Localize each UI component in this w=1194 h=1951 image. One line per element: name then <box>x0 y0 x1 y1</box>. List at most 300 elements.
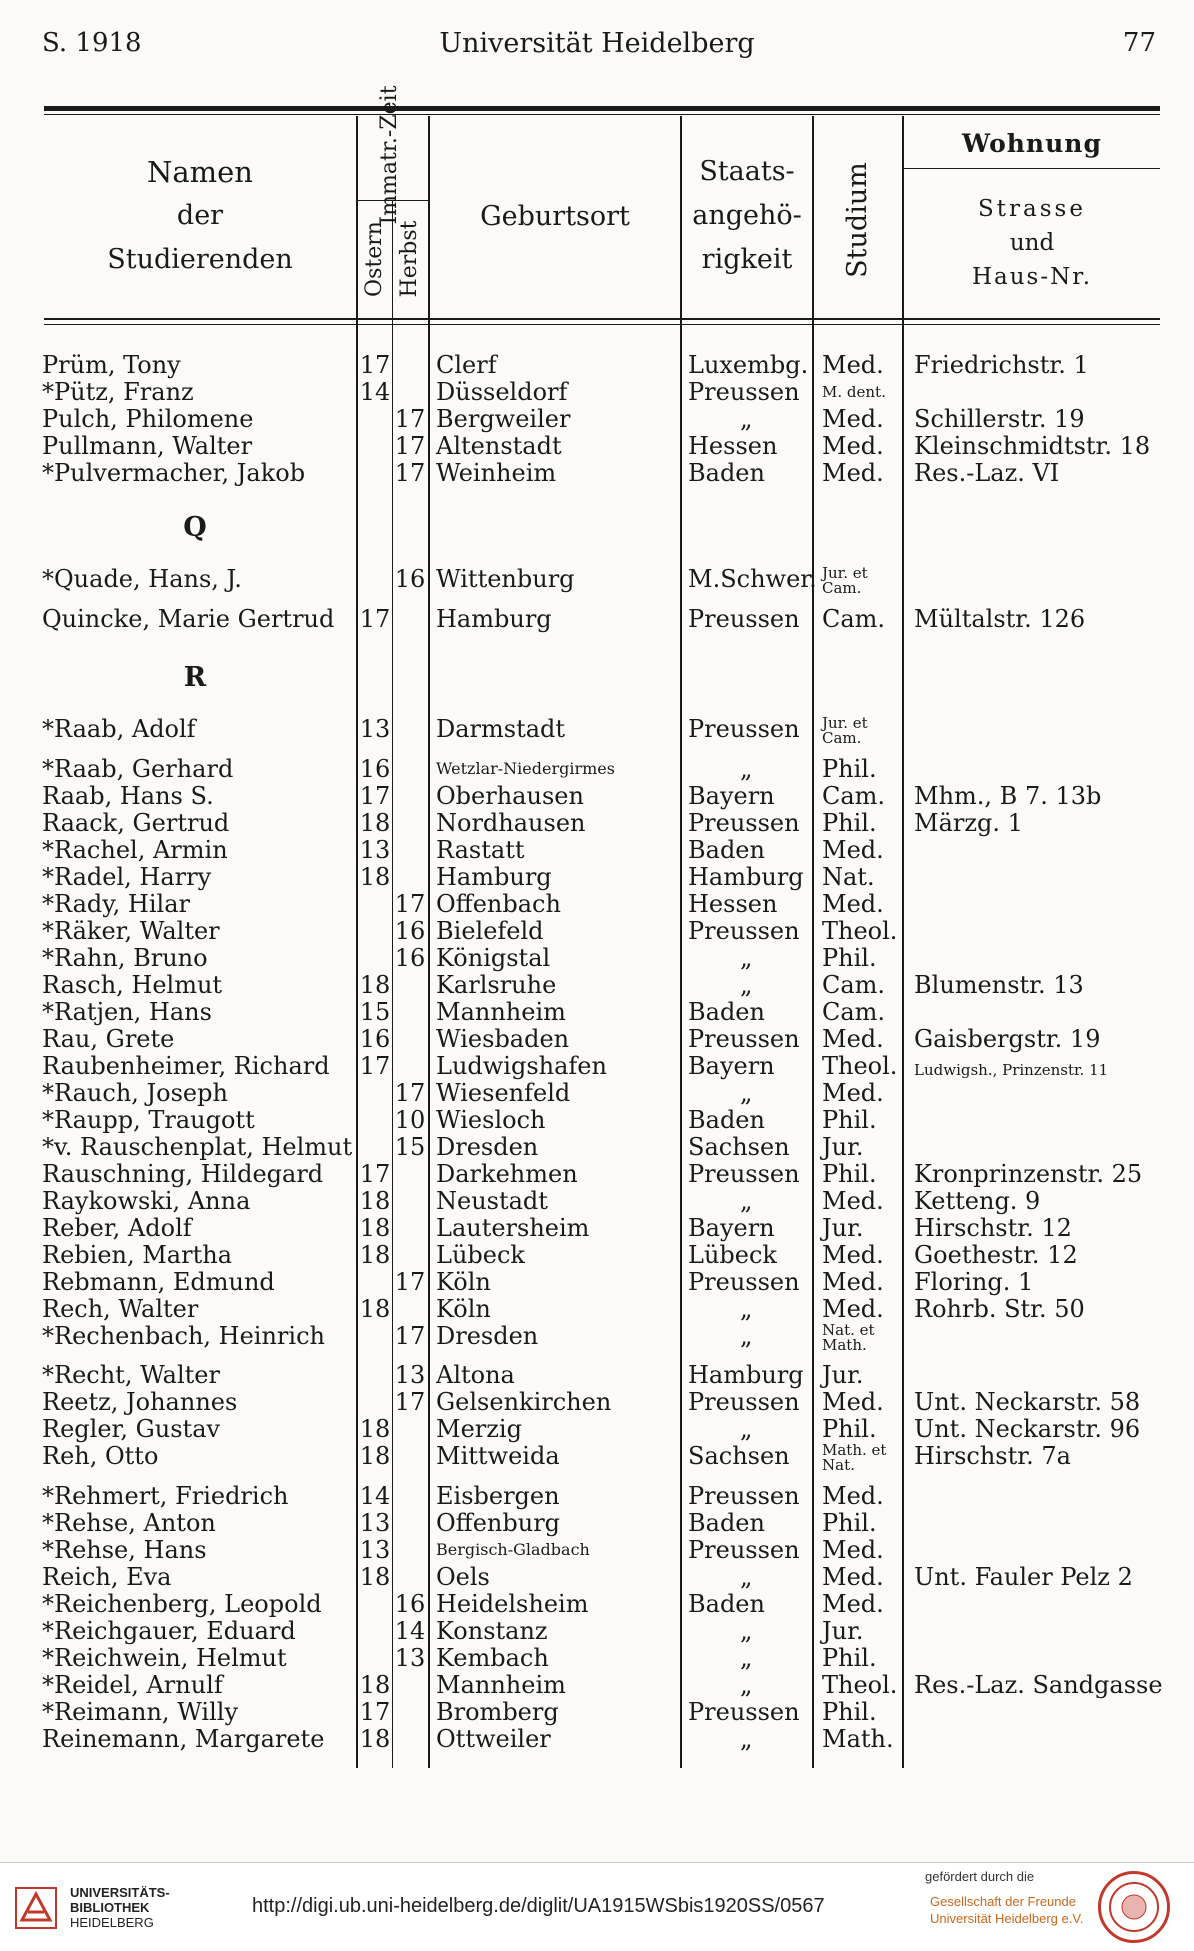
birthplace: Clerf <box>436 351 497 379</box>
immatr-ostern: 17 <box>359 1160 391 1188</box>
table-row <box>0 1618 1194 1644</box>
birthplace: Offenburg <box>436 1509 561 1537</box>
immatr-herbst: 17 <box>394 459 426 487</box>
table-row <box>0 1537 1194 1563</box>
field-of-study: Jur. et Cam. <box>822 564 868 597</box>
residence-address: Schillerstr. 19 <box>914 405 1085 433</box>
table-row <box>0 810 1194 836</box>
immatr-ostern: 14 <box>359 1482 391 1510</box>
birthplace: Lübeck <box>436 1241 525 1269</box>
field-of-study: Theol. <box>822 1052 898 1080</box>
residence-address: Floring. 1 <box>914 1268 1034 1296</box>
birthplace: Wetzlar-Niedergirmes <box>436 759 615 778</box>
col-header-name: Namen der Studierenden <box>107 155 293 275</box>
field-of-study: Jur. <box>822 1214 864 1242</box>
immatr-ostern: 17 <box>359 1052 391 1080</box>
student-name: *Reichgauer, Eduard <box>42 1617 296 1645</box>
field-of-study: Med. <box>822 836 884 864</box>
residence-address: Märzg. 1 <box>914 809 1023 837</box>
nationality: Preussen <box>688 1698 800 1726</box>
col-header-immatr: Immatr.-Zeit <box>377 85 402 225</box>
immatr-ostern: 18 <box>359 1295 391 1323</box>
table-row <box>0 1389 1194 1415</box>
field-of-study: Phil. <box>822 1160 877 1188</box>
student-name: *Rachel, Armin <box>42 836 228 864</box>
birthplace: Düsseldorf <box>436 378 568 406</box>
student-name: Reinemann, Margarete <box>42 1725 325 1753</box>
birthplace: Merzig <box>436 1415 522 1443</box>
field-of-study: Math. <box>822 1725 894 1753</box>
student-name: Reetz, Johannes <box>42 1388 238 1416</box>
field-of-study: Nat. et Math. <box>822 1321 875 1354</box>
table-row <box>0 1269 1194 1295</box>
field-of-study: Med. <box>822 1536 884 1564</box>
immatr-herbst: 17 <box>394 405 426 433</box>
field-of-study: Jur. <box>822 1617 864 1645</box>
immatr-herbst: 15 <box>394 1133 426 1161</box>
birthplace: Nordhausen <box>436 809 586 837</box>
birthplace: Gelsenkirchen <box>436 1388 612 1416</box>
footer-bar <box>0 1862 1194 1951</box>
birthplace: Eisbergen <box>436 1482 560 1510</box>
immatr-herbst: 16 <box>394 944 426 972</box>
immatr-ostern: 16 <box>359 755 391 783</box>
residence-address: Gaisbergstr. 19 <box>914 1025 1101 1053</box>
table-row <box>0 1510 1194 1536</box>
field-of-study: Jur. et Cam. <box>822 714 868 747</box>
nationality: Luxembg. <box>688 351 809 379</box>
nationality: Baden <box>688 1509 765 1537</box>
field-of-study: Math. et Nat. <box>822 1441 887 1474</box>
field-of-study: Phil. <box>822 809 877 837</box>
field-of-study: Jur. <box>822 1133 864 1161</box>
immatr-ostern: 14 <box>359 378 391 406</box>
field-of-study: Med. <box>822 890 884 918</box>
table-row <box>0 1672 1194 1698</box>
funded-by-label: gefördert durch die <box>925 1869 1035 1884</box>
table-row <box>0 1215 1194 1241</box>
nationality: „ <box>740 1563 753 1591</box>
field-of-study: Theol. <box>822 1671 898 1699</box>
semester-label: S. 1918 <box>42 28 142 58</box>
student-name: Reber, Adolf <box>42 1214 192 1242</box>
student-name: *Rady, Hilar <box>42 890 190 918</box>
table-row <box>0 1416 1194 1442</box>
nationality: „ <box>740 755 753 783</box>
birthplace: Oels <box>436 1563 490 1591</box>
residence-address: Hirschstr. 7a <box>914 1442 1071 1470</box>
table-row <box>0 837 1194 863</box>
nationality: Bayern <box>688 1052 775 1080</box>
society-name: Gesellschaft der Freunde Universität Heidelberg e.V. <box>930 1894 1084 1926</box>
immatr-herbst: 17 <box>394 890 426 918</box>
col-header-study: Studium <box>842 162 873 278</box>
student-name: *Quade, Hans, J. <box>42 565 242 593</box>
field-of-study: Med. <box>822 1241 884 1269</box>
nationality: Baden <box>688 1106 765 1134</box>
immatr-ostern: 17 <box>359 1698 391 1726</box>
immatr-ostern: 18 <box>359 1563 391 1591</box>
field-of-study: Med. <box>822 1268 884 1296</box>
field-of-study: Cam. <box>822 971 886 999</box>
immatr-ostern: 18 <box>359 1415 391 1443</box>
immatr-ostern: 18 <box>359 1442 391 1470</box>
student-name: Rasch, Helmut <box>42 971 223 999</box>
library-name-line: HEIDELBERG <box>70 1915 154 1930</box>
residence-address: Blumenstr. 13 <box>914 971 1084 999</box>
immatr-ostern: 18 <box>359 1187 391 1215</box>
nationality: Preussen <box>688 917 800 945</box>
table-row <box>0 864 1194 890</box>
birthplace: Dresden <box>436 1133 539 1161</box>
col-header-herbst: Herbst <box>397 220 422 298</box>
immatr-herbst: 17 <box>394 1388 426 1416</box>
student-name: Rech, Walter <box>42 1295 199 1323</box>
nationality: Baden <box>688 836 765 864</box>
residence-subrule <box>904 168 1160 169</box>
birthplace: Altona <box>436 1361 515 1389</box>
table-row <box>0 1699 1194 1725</box>
student-name: Rau, Grete <box>42 1025 175 1053</box>
nationality: Preussen <box>688 1388 800 1416</box>
nationality: „ <box>740 1295 753 1323</box>
immatr-ostern: 18 <box>359 1241 391 1269</box>
student-name: Rebmann, Edmund <box>42 1268 275 1296</box>
nationality: „ <box>740 1187 753 1215</box>
immatr-herbst: 16 <box>394 565 426 593</box>
field-of-study: Theol. <box>822 917 898 945</box>
field-of-study: Med. <box>822 459 884 487</box>
nationality: Lübeck <box>688 1241 777 1269</box>
immatr-ostern: 13 <box>359 1509 391 1537</box>
nationality: Preussen <box>688 1160 800 1188</box>
top-rule-thick <box>44 106 1160 111</box>
nationality: „ <box>740 1644 753 1672</box>
nationality: Hessen <box>688 890 778 918</box>
nationality: „ <box>740 971 753 999</box>
field-of-study: Phil. <box>822 755 877 783</box>
table-row <box>0 891 1194 917</box>
field-of-study: Med. <box>822 432 884 460</box>
student-name: Reich, Eva <box>42 1563 172 1591</box>
birthplace: Ottweiler <box>436 1725 551 1753</box>
immatr-herbst: 17 <box>394 432 426 460</box>
table-row <box>0 1188 1194 1214</box>
table-row <box>0 714 1194 747</box>
section-letter: Q <box>183 512 207 543</box>
student-name: *Reidel, Arnulf <box>42 1671 223 1699</box>
birthplace: Ludwigshafen <box>436 1052 607 1080</box>
residence-address: Mültalstr. 126 <box>914 605 1086 633</box>
digital-url-link[interactable]: http://digi.ub.uni-heidelberg.de/diglit/UA1915WSbis1920SS/0567 <box>252 1895 825 1917</box>
field-of-study: Med. <box>822 1590 884 1618</box>
birthplace: Heidelsheim <box>436 1590 589 1618</box>
immatr-herbst: 16 <box>394 1590 426 1618</box>
student-name: Raubenheimer, Richard <box>42 1052 330 1080</box>
immatr-ostern: 13 <box>359 836 391 864</box>
field-of-study: Phil. <box>822 1698 877 1726</box>
student-name: Raab, Hans S. <box>42 782 214 810</box>
table-row <box>0 1134 1194 1160</box>
nationality: „ <box>740 1415 753 1443</box>
col-header-state: Staats- angehö- rigkeit <box>692 156 802 275</box>
birthplace: Bergisch-Gladbach <box>436 1540 590 1559</box>
residence-address: Res.-Laz. Sandgasse <box>914 1671 1163 1699</box>
immatr-ostern: 17 <box>359 605 391 633</box>
birthplace: Weinheim <box>436 459 557 487</box>
immatr-herbst: 17 <box>394 1268 426 1296</box>
birthplace: Kembach <box>436 1644 549 1672</box>
student-name: *Rahn, Bruno <box>42 944 208 972</box>
field-of-study: Phil. <box>822 1509 877 1537</box>
table-row <box>0 783 1194 809</box>
field-of-study: Med. <box>822 1079 884 1107</box>
page-title: Universität Heidelberg <box>439 28 755 59</box>
student-name: *Rehse, Hans <box>42 1536 207 1564</box>
field-of-study: Med. <box>822 351 884 379</box>
library-name-line: BIBLIOTHEK <box>70 1900 150 1915</box>
table-row <box>0 352 1194 378</box>
table-row <box>0 945 1194 971</box>
table-row <box>0 379 1194 405</box>
birthplace: Lautersheim <box>436 1214 590 1242</box>
table-row <box>0 918 1194 944</box>
residence-address: Ketteng. 9 <box>914 1187 1041 1215</box>
birthplace: Mannheim <box>436 1671 566 1699</box>
nationality: „ <box>740 405 753 433</box>
birthplace: Bromberg <box>436 1698 559 1726</box>
nationality: Hamburg <box>688 1361 804 1389</box>
birthplace: Altenstadt <box>436 432 562 460</box>
student-name: Rauschning, Hildegard <box>42 1160 324 1188</box>
immatr-ostern: 18 <box>359 1214 391 1242</box>
immatr-ostern: 17 <box>359 351 391 379</box>
student-name: Reh, Otto <box>42 1442 159 1470</box>
student-name: *Rauch, Joseph <box>42 1079 228 1107</box>
student-name: *Rechenbach, Heinrich <box>42 1322 325 1350</box>
table-row <box>0 433 1194 459</box>
immatr-ostern: 18 <box>359 1671 391 1699</box>
table-row <box>0 756 1194 782</box>
residence-address: Res.-Laz. VI <box>914 459 1060 487</box>
residence-address: Rohrb. Str. 50 <box>914 1295 1085 1323</box>
birthplace: Neustadt <box>436 1187 548 1215</box>
student-name: *Radel, Harry <box>42 863 212 891</box>
birthplace: Wiesenfeld <box>436 1079 571 1107</box>
immatr-ostern: 16 <box>359 1025 391 1053</box>
field-of-study: Med. <box>822 1388 884 1416</box>
birthplace: Offenbach <box>436 890 561 918</box>
table-row <box>0 1242 1194 1268</box>
nationality: „ <box>740 1671 753 1699</box>
nationality: Preussen <box>688 1482 800 1510</box>
nationality: M.Schwer. <box>688 565 817 593</box>
birthplace: Köln <box>436 1295 491 1323</box>
header-bottom-rule <box>44 318 1160 320</box>
birthplace: Mittweida <box>436 1442 560 1470</box>
field-of-study: Med. <box>822 1025 884 1053</box>
student-name: Quincke, Marie Gertrud <box>42 605 335 633</box>
immatr-herbst: 13 <box>394 1644 426 1672</box>
student-name: Raykowski, Anna <box>42 1187 251 1215</box>
immatr-herbst: 10 <box>394 1106 426 1134</box>
residence-address: Goethestr. 12 <box>914 1241 1078 1269</box>
immatr-ostern: 18 <box>359 809 391 837</box>
residence-address: Hirschstr. 12 <box>914 1214 1072 1242</box>
field-of-study: Med. <box>822 1295 884 1323</box>
col-header-birthplace: Geburtsort <box>480 201 630 232</box>
student-name: Pulch, Philomene <box>42 405 254 433</box>
immatr-ostern: 13 <box>359 1536 391 1564</box>
nationality: Preussen <box>688 809 800 837</box>
table-row <box>0 1362 1194 1388</box>
table-row <box>0 460 1194 486</box>
col-header-residence: Wohnung <box>962 129 1102 158</box>
table-row <box>0 1053 1194 1079</box>
student-name: Pullmann, Walter <box>42 432 253 460</box>
nationality: Hessen <box>688 432 778 460</box>
nationality: Preussen <box>688 1536 800 1564</box>
field-of-study: Med. <box>822 1563 884 1591</box>
table-row <box>0 1483 1194 1509</box>
field-of-study: Cam. <box>822 605 886 633</box>
student-name: Rebien, Martha <box>42 1241 232 1269</box>
student-name: *Raab, Adolf <box>42 715 196 743</box>
nationality: Preussen <box>688 605 800 633</box>
university-seal-icon <box>1098 1871 1170 1943</box>
student-name: *Raupp, Traugott <box>42 1106 255 1134</box>
col-header-street: Strasse und Haus-Nr. <box>971 196 1093 290</box>
student-name: *Recht, Walter <box>42 1361 220 1389</box>
student-name: *Räker, Walter <box>42 917 220 945</box>
field-of-study: Nat. <box>822 863 875 891</box>
nationality: Sachsen <box>688 1133 790 1161</box>
residence-address: Friedrichstr. 1 <box>914 351 1089 379</box>
immatr-herbst: 17 <box>394 1322 426 1350</box>
immatr-ostern: 15 <box>359 998 391 1026</box>
table-row <box>0 564 1194 597</box>
library-brand <box>14 1885 170 1930</box>
student-name: *Pulvermacher, Jakob <box>42 459 306 487</box>
birthplace: Oberhausen <box>436 782 584 810</box>
nationality: Bayern <box>688 782 775 810</box>
student-name: *v. Rauschenplat, Helmut <box>42 1133 353 1161</box>
birthplace: Bielefeld <box>436 917 544 945</box>
birthplace: Königstal <box>436 944 551 972</box>
student-name: *Raab, Gerhard <box>42 755 234 783</box>
page-header <box>0 28 1194 68</box>
table-row <box>0 1161 1194 1187</box>
table-row <box>0 606 1194 632</box>
residence-address: Kleinschmidtstr. 18 <box>914 432 1151 460</box>
birthplace: Dresden <box>436 1322 539 1350</box>
residence-address: Mhm., B 7. 13b <box>914 782 1102 810</box>
residence-address: Ludwigsh., Prinzenstr. 11 <box>914 1061 1109 1079</box>
immatr-ostern: 18 <box>359 971 391 999</box>
table-row <box>0 999 1194 1025</box>
field-of-study: Phil. <box>822 944 877 972</box>
table-row <box>0 1107 1194 1133</box>
immatr-herbst: 16 <box>394 917 426 945</box>
library-logo-icon <box>14 1886 58 1930</box>
immatr-ostern: 13 <box>359 715 391 743</box>
field-of-study: Med. <box>822 1187 884 1215</box>
table-row <box>0 1645 1194 1671</box>
student-name: Prüm, Tony <box>42 351 181 379</box>
nationality: Preussen <box>688 715 800 743</box>
birthplace: Karlsruhe <box>436 971 557 999</box>
field-of-study: Cam. <box>822 998 886 1026</box>
field-of-study: Med. <box>822 1482 884 1510</box>
table-row <box>0 1591 1194 1617</box>
table-row <box>0 1564 1194 1590</box>
nationality: Preussen <box>688 378 800 406</box>
birthplace: Hamburg <box>436 863 552 891</box>
student-name: *Rehmert, Friedrich <box>42 1482 289 1510</box>
nationality: „ <box>740 1617 753 1645</box>
residence-address: Kronprinzenstr. 25 <box>914 1160 1143 1188</box>
nationality: „ <box>740 944 753 972</box>
nationality: Bayern <box>688 1214 775 1242</box>
table-row <box>0 1726 1194 1752</box>
birthplace: Darmstadt <box>436 715 566 743</box>
birthplace: Köln <box>436 1268 491 1296</box>
immatr-herbst: 17 <box>394 1079 426 1107</box>
nationality: „ <box>740 1725 753 1753</box>
field-of-study: Med. <box>822 405 884 433</box>
student-name: Raack, Gertrud <box>42 809 230 837</box>
student-name: *Reichenberg, Leopold <box>42 1590 322 1618</box>
page-number: 77 <box>1122 28 1156 58</box>
nationality: Preussen <box>688 1268 800 1296</box>
table-row <box>0 1441 1194 1474</box>
field-of-study: Phil. <box>822 1106 877 1134</box>
immatr-herbst: 13 <box>394 1361 426 1389</box>
table-row <box>0 972 1194 998</box>
table-row <box>0 1321 1194 1354</box>
table-row <box>0 1080 1194 1106</box>
nationality: Preussen <box>688 1025 800 1053</box>
top-rule-thin <box>44 114 1160 115</box>
birthplace: Hamburg <box>436 605 552 633</box>
student-name: *Reichwein, Helmut <box>42 1644 287 1672</box>
birthplace: Bergweiler <box>436 405 571 433</box>
immatr-herbst: 14 <box>394 1617 426 1645</box>
table-row <box>0 406 1194 432</box>
residence-address: Unt. Neckarstr. 58 <box>914 1388 1141 1416</box>
nationality: „ <box>740 1322 753 1350</box>
student-name: *Ratjen, Hans <box>42 998 212 1026</box>
student-name: Regler, Gustav <box>42 1415 221 1443</box>
table-row <box>0 1296 1194 1322</box>
nationality: „ <box>740 1079 753 1107</box>
field-of-study: Jur. <box>822 1361 864 1389</box>
field-of-study: Phil. <box>822 1415 877 1443</box>
nationality: Baden <box>688 1590 765 1618</box>
field-of-study: M. dent. <box>822 383 886 401</box>
header-bottom-rule-2 <box>44 324 1160 325</box>
residence-address: Unt. Fauler Pelz 2 <box>914 1563 1133 1591</box>
residence-address: Unt. Neckarstr. 96 <box>914 1415 1141 1443</box>
field-of-study: Cam. <box>822 782 886 810</box>
field-of-study: Phil. <box>822 1644 877 1672</box>
birthplace: Wittenburg <box>436 565 575 593</box>
immatr-ostern: 18 <box>359 1725 391 1753</box>
nationality: Baden <box>688 998 765 1026</box>
nationality: Baden <box>688 459 765 487</box>
student-name: *Rehse, Anton <box>42 1509 216 1537</box>
immatr-ostern: 17 <box>359 782 391 810</box>
